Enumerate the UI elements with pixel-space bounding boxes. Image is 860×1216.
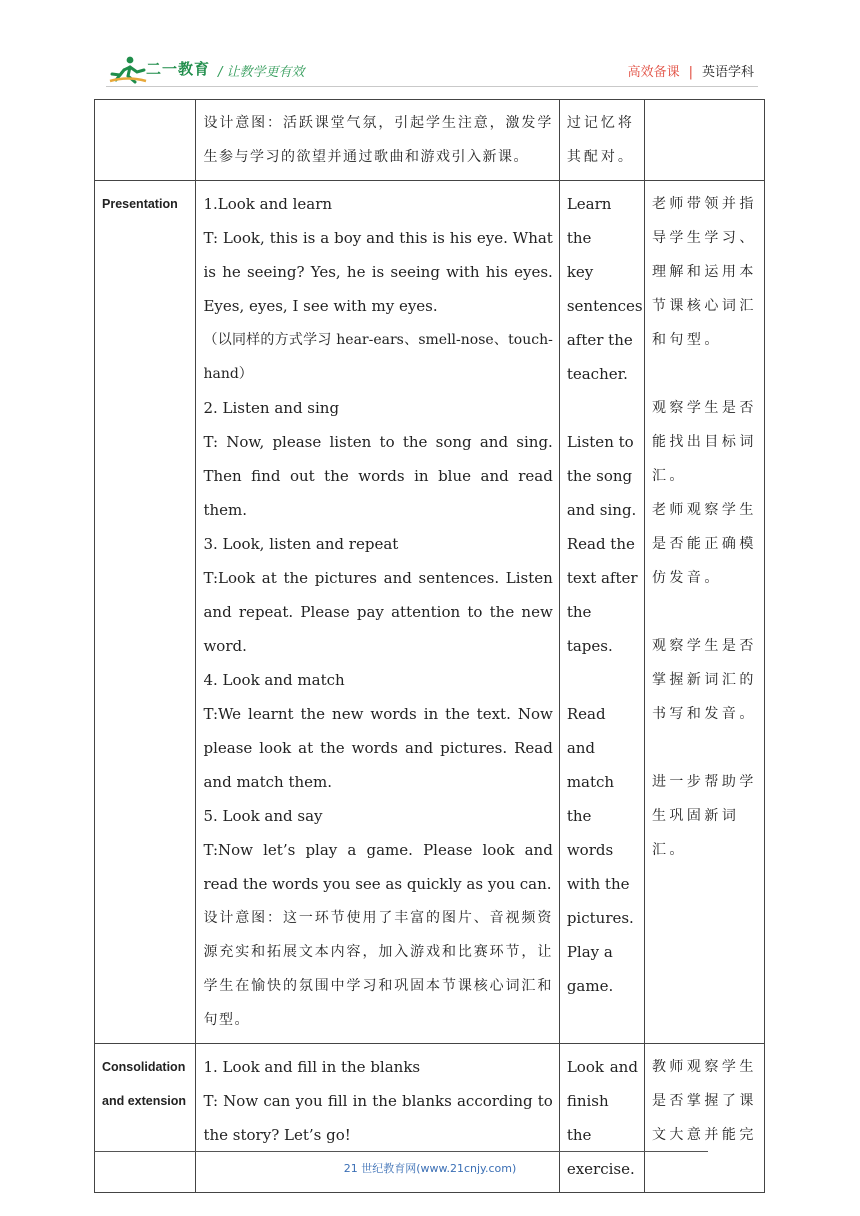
activity-cell: [559, 100, 644, 181]
activity-line: Read and: [566, 705, 606, 757]
activity-line: sentences: [566, 297, 643, 315]
activity-line: Listen to: [566, 433, 634, 451]
activity-line: Read the: [566, 535, 635, 553]
note-text: 教师观察学生是否掌握了课文大意并能完: [651, 1059, 757, 1143]
step-dialogue: T: Now, please listen to the song and sing. Then find out the words in blue and read them.: [203, 433, 553, 519]
step-heading: 1. Look and fill in the blanks: [203, 1058, 421, 1076]
content-cell: [196, 181, 559, 1044]
stage-cell: Presentation: [95, 181, 196, 1044]
notes-cell: [644, 181, 764, 1044]
activity-text: Look and finish the exercise.: [566, 1058, 638, 1178]
step-dialogue: T: Look, this is a boy and this is his eye. What is he seeing? Yes, he is seeing with his eyes. Eyes, eyes, I see with my eyes.: [203, 229, 553, 315]
activity-line: and sing.: [566, 501, 637, 519]
activity-line: Learn the: [566, 195, 612, 247]
footer-divider: [94, 1151, 708, 1152]
activity-line: words: [566, 841, 614, 859]
step-heading: 1.Look and learn: [203, 195, 333, 213]
activity-line: after the: [566, 331, 633, 349]
note-text: 老师带领并指导学生学习、理解和运用本节课核心词汇和句型。: [651, 196, 757, 348]
step-heading: 5. Look and say: [203, 807, 323, 825]
step-dialogue: T:Look at the pictures and sentences. Listen and repeat. Please pay attention to the new word.: [203, 569, 553, 655]
activity-line: game.: [566, 977, 614, 995]
spacer: [652, 595, 758, 629]
spacer: [567, 391, 638, 425]
step-dialogue: T:Now let’s play a game. Please look and read the words you see as quickly as you can.: [203, 841, 553, 893]
step-dialogue: T:We learnt the new words in the text. Now please look at the words and pictures. Read and match them.: [203, 705, 553, 791]
header-divider: [106, 86, 758, 87]
content-cell: [196, 100, 559, 181]
slogan: / 让教学更有效: [218, 65, 305, 80]
step-heading: 4. Look and match: [203, 671, 345, 689]
page-header: [0, 0, 860, 100]
step-note: （以同样的方式学习 hear-ears、smell-nose、touch-hand）: [203, 332, 553, 382]
step-heading: 3. Look, listen and repeat: [203, 535, 399, 553]
activity-line: Play a: [566, 943, 613, 961]
activity-line: with the: [566, 875, 630, 893]
design-intent-text: 设计意图：活跃课堂气氛，引起学生注意，激发学生参与学习的欲望并通过歌曲和游戏引入新课。: [203, 115, 553, 165]
stage-label-line: Consolidation: [102, 1060, 186, 1074]
note-text: 老师观察学生是否能正确模仿发音。: [651, 502, 757, 586]
note-text: 进一步帮助学生巩固新词汇。: [651, 774, 757, 858]
stage-label-line: and extension: [102, 1094, 187, 1108]
activity-line: key: [566, 263, 594, 281]
notes-cell: [644, 100, 764, 181]
activity-line: pictures.: [566, 909, 634, 927]
lesson-plan-table: [94, 99, 765, 1193]
table-row: [95, 181, 765, 1044]
logo-text: 二一教育: [146, 60, 211, 78]
activity-line: the tapes.: [566, 603, 613, 655]
activity-line: teacher.: [566, 365, 628, 383]
activity-line: text after: [566, 569, 638, 587]
design-intent-text: 设计意图：这一环节使用了丰富的图片、音视频资源充实和拓展文本内容，加入游戏和比赛环节，让学生在愉快的氛围中学习和巩固本节课核心词汇和句型。: [203, 910, 553, 1028]
spacer: [652, 357, 758, 391]
activity-text: 过记忆将其配对。: [566, 115, 635, 165]
stage-cell: [95, 100, 196, 181]
table-row: [95, 100, 765, 181]
header-labels: [628, 61, 754, 80]
footer-source: 21 世纪教育网(www.21cnjy.com): [343, 1162, 517, 1175]
spacer: [652, 731, 758, 765]
note-text: 观察学生是否掌握新词汇的书写和发音。: [651, 638, 757, 722]
activity-cell: [559, 181, 644, 1044]
activity-line: match the: [566, 773, 615, 825]
header-separator: |: [688, 65, 693, 80]
header-left-label: 高效备课: [627, 65, 680, 80]
spacer: [567, 663, 638, 697]
step-heading: 2. Listen and sing: [203, 399, 340, 417]
activity-line: the song: [566, 467, 633, 485]
header-right-label: 英语学科: [701, 65, 754, 80]
note-text: 观察学生是否能找出目标词汇。: [651, 400, 757, 484]
step-dialogue: T: Now can you fill in the blanks according to the story? Let’s go!: [203, 1092, 553, 1144]
